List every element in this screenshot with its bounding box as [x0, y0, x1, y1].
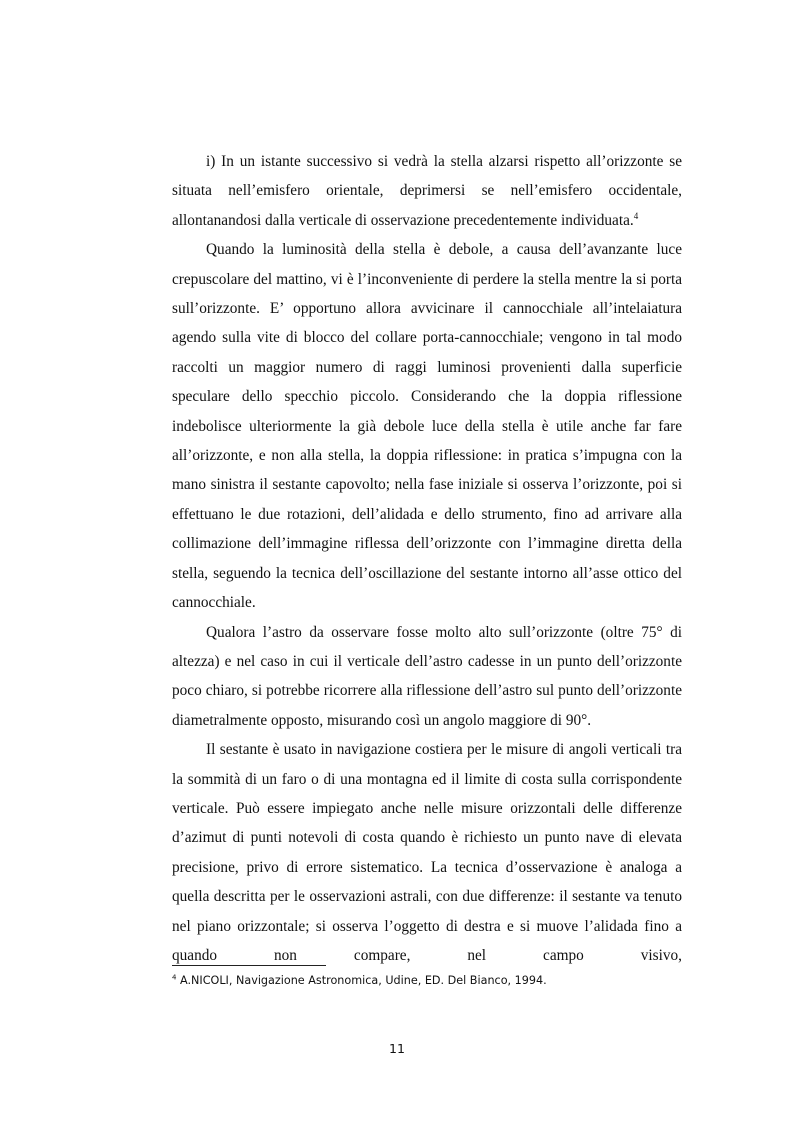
- footnote-number: 4: [172, 973, 177, 982]
- paragraph: Qualora l’astro da osservare fosse molto alto sull’orizzonte (oltre 75° di altezza) e nel caso in cui il verticale dell’astro cadesse in un punto dell’orizzonte poco chiaro, si potrebbe ricorrere alla riflessione dell’astro sul punto dell’orizzonte diametralmente opposto, misurando così un angolo maggiore di 90°.: [172, 623, 682, 729]
- paragraph-text: i) In un istante successivo si vedrà la stella alzarsi rispetto all’orizzonte se situata nell’emisfero orientale, deprimersi se nell’emisfero occidentale, allontanandosi dalla verticale di osservazione precedentemente individuata.: [172, 153, 682, 229]
- paragraph-list-item-i: [172, 147, 682, 235]
- page-number: 11: [389, 1041, 405, 1056]
- paragraph: Il sestante è usato in navigazione costiera per le misure di angoli verticali tra la sommità di un faro o di una montagna ed il limite di costa sulla corrispondente verticale. Può essere impiegato anche nelle misure orizzontali delle differenze d’azimut di punti notevoli di costa quando è richiesto un punto nave di elevata precisione, privo di errore sistematico. La tecnica d’osservazione è analoga a quella descritta per le osservazioni astrali, con due differenze: il sestante va tenuto nel piano orizzontale; si osserva l’oggetto di destra e si muove l’alidada fino a quando non compare, nel campo visivo,: [172, 741, 682, 964]
- footnote-reference[interactable]: 4: [633, 210, 639, 221]
- footnote: [172, 973, 682, 989]
- footnote-separator: [172, 965, 326, 966]
- body-text: [172, 147, 682, 970]
- paragraph: Quando la luminosità della stella è debole, a causa dell’avanzante luce crepuscolare del mattino, vi è l’inconveniente di perdere la stella mentre la si porta sull’orizzonte. E’ opportuno allora avvicinare il cannocchiale all’intelaiatura agendo sulla vite di blocco del collare porta-cannocchiale; vengono in tal modo raccolti un maggior numero di raggi luminosi provenienti dalla superficie speculare dello specchio piccolo. Considerando che la doppia riflessione indebolisce ulteriormente la già debole luce della stella è utile anche far fare all’orizzonte, e non alla stella, la doppia riflessione: in pratica s’impugna con la mano sinistra il sestante capovolto; nella fase iniziale si osserva l’orizzonte, poi si effettuano le due rotazioni, dell’alidada e dello strumento, fino ad arrivare alla collimazione dell’immagine riflessa dell’orizzonte con l’immagine diretta della stella, seguendo la tecnica dell’oscillazione del sestante intorno all’asse ottico del cannocchiale.: [172, 241, 682, 612]
- footnote-text: A.NICOLI, Navigazione Astronomica, Udine, ED. Del Bianco, 1994.: [180, 974, 547, 987]
